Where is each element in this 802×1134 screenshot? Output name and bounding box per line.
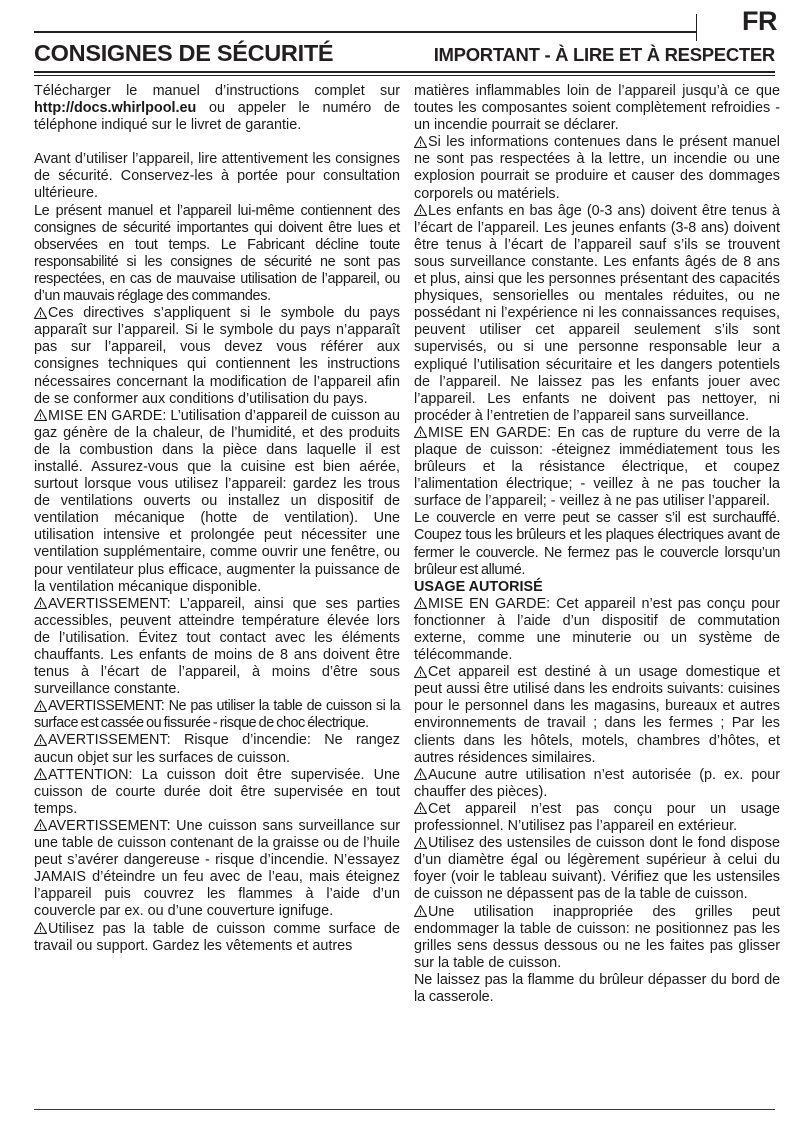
not-a-work-surface-text: Utilisez pas la table de cuisson comme surface de travail ou support. Gardez les vêtements et autres	[34, 920, 400, 954]
domestic-use-text: Cet appareil est destiné à un usage domestique et peut aussi être utilisé dans les endroits suivants: cuisines pour le personnel dans les magasins, bureaux et autres environnements de travail ; dans les fermes ; Par les clients dans les hôtels, motels, chambres d’hôtes, et autres résidences similaires.	[414, 664, 780, 766]
paragraph-spacer	[34, 134, 400, 151]
follow-information-text: Si les informations contenues dans le présent manuel ne sont pas respectées à la lettre, un incendie ou une explosion pourrait se produire et causer des dommages corporels ou matériels.	[414, 134, 780, 202]
paragraph-manual-contains-instructions: Le présent manuel et l’appareil lui-même contiennent des consignes de sécurité importantes qui doivent être lues et observées en tout temps. Le Fabricant décline toute responsabilité si les consignes de sécurité ne sont pas respectées, en cas de mauvaise utilisation de l’appareil, ou d’un mauvais réglage des commandes.	[34, 202, 400, 305]
warning-triangle-icon	[34, 597, 47, 609]
supervised-cooking-text: ATTENTION: La cuisson doit être supervisée. Une cuisson de courte durée doit être supervisée en tout temps.	[34, 766, 400, 817]
warning-triangle-icon	[34, 307, 47, 319]
page-title: CONSIGNES DE SÉCURITÉ	[34, 40, 334, 66]
warning-triangle-icon	[34, 819, 47, 831]
paragraph-gas-cooking-ventilation	[34, 408, 400, 596]
header-bottom-rule	[34, 71, 775, 76]
page-subtitle: IMPORTANT - À LIRE ET À RESPECTER	[433, 44, 775, 65]
paragraph-hot-surfaces	[34, 596, 400, 699]
warning-triangle-icon	[414, 666, 427, 678]
hot-surfaces-text: AVERTISSEMENT: L’appareil, ainsi que ses parties accessibles, peuvent atteindre température élevée lors de l’utilisation. Évitez tout contact avec les éléments chauffants. Les enfants de moins de 8 ans doivent être tenus à l’écart de l’appareil, à moins d’être sous surveillance constante.	[34, 595, 400, 698]
paragraph-children-safety	[414, 203, 780, 425]
section-heading-usage-autorise: USAGE AUTORISÉ	[414, 578, 543, 595]
paragraph-follow-information	[414, 134, 780, 202]
not-professional-text: Cet appareil n’est pas conçu pour un usage professionnel. N’utilisez pas l’appareil en extérieur.	[414, 800, 780, 835]
no-external-timer-text: MISE EN GARDE: Cet appareil n’est pas conçu pour fonctionner à l’aide d’un dispositif de commutation externe, comme une minuterie ou un système de télécommande.	[414, 595, 780, 664]
header-rule-end-tick	[696, 14, 697, 41]
docs-url[interactable]: http://docs.whirlpool.eu	[34, 100, 197, 117]
paragraph-cookware-diameter	[414, 835, 780, 903]
body-columns	[25, 83, 780, 1006]
cookware-diameter-text: Utilisez des ustensiles de cuisson dont le fond dispose d’un diamètre égal ou légèrement supérieur à celui du foyer (voir le tableau suivant). Vérifiez que les ustensiles de cuisson ne dépassent pas de la table de cuisson.	[414, 835, 780, 903]
paragraph-glass-lid: Le couvercle en verre peut se casser s’il est surchauffé. Coupez tous les brûleurs et les plaques électriques avant de fermer le couvercle. Ne fermez pas le couvercle lorsqu’un brûleur est allumé.	[414, 510, 780, 578]
paragraph-broken-glass	[414, 425, 780, 510]
page-header	[25, 0, 777, 76]
warning-triangle-icon	[414, 597, 427, 609]
paragraph-domestic-use	[414, 664, 780, 767]
warning-triangle-icon	[414, 905, 427, 917]
paragraph-not-a-work-surface	[34, 921, 400, 955]
warning-triangle-icon	[414, 768, 427, 780]
paragraph-read-before-use: Avant d’utiliser l’appareil, lire attentivement les consignes de sécurité. Conservez-les à portée pour consultation ultérieure.	[34, 151, 400, 202]
language-row	[25, 6, 777, 40]
paragraph-grates-misuse	[414, 904, 780, 972]
paragraph-flammable-materials-cont: matières inflammables loin de l’appareil jusqu’à ce que toutes les composantes soient complètement refroidies - un incendie pourrait se déclarer.	[414, 83, 780, 134]
warning-triangle-icon	[34, 922, 47, 934]
language-code: FR	[742, 6, 777, 36]
fire-risk-objects-text: AVERTISSEMENT: Risque d’incendie: Ne rangez aucun objet sur les surfaces de cuisson.	[34, 732, 400, 766]
warning-triangle-icon	[414, 426, 427, 438]
warning-triangle-icon	[414, 136, 427, 148]
cracked-surface-text: AVERTISSEMENT: Ne pas utiliser la table de cuisson si la surface est cassée ou fissurée - risque de choc électrique.	[34, 698, 400, 732]
paragraph-download-manual	[34, 83, 400, 134]
paragraph-not-professional	[414, 801, 780, 835]
warning-triangle-icon	[414, 802, 427, 814]
unattended-fat-oil-text: AVERTISSEMENT: Une cuisson sans surveillance sur une table de cuisson contenant de la graisse ou de l’huile peut s’avérer dangereuse - risque d’incendie. N’essayez JAMAIS d’éteindre un feu avec de l’eau, mais éteignez l’appareil puis couvrez les flammes à l’aide d’un couvercle par ex. ou d’une couverture ignifuge.	[34, 817, 400, 920]
paragraph-country-symbol	[34, 305, 400, 408]
footnote-burner-flame: Ne laissez pas la flamme du brûleur dépasser du bord de la casserole.	[414, 971, 780, 1005]
footer-rule	[34, 1109, 775, 1110]
right-column	[414, 83, 780, 1006]
paragraph-supervised-cooking	[34, 767, 400, 818]
paragraph-unattended-fat-oil	[34, 818, 400, 921]
children-safety-text: Les enfants en bas âge (0-3 ans) doivent être tenus à l’écart de l’appareil. Les jeunes enfants (3-8 ans) doivent être tenus à l’écart de l’appareil sauf s’ils se trouvent sous surveillance constante. Les enfants âgés de 8 ans et plus, ainsi que les personnes présentant des capacités physiques, sensorielles ou mentales réduites, ou ne possédant ni l’expérience ni les connaissances requises, peuvent utiliser cet appareil seulement s’ils sont supervisés, ou si une personne responsable leur a expliqué l’utilisation sécuritaire et les dangers potentiels de l’appareil. Ne laissez pas les enfants jouer avec l’appareil. Les enfants ne doivent pas nettoyer, ni procéder à l’entretien de l’appareil sans surveillance.	[414, 202, 780, 424]
download-manual-text-1: Télécharger le manuel d’instructions complet sur	[34, 83, 400, 99]
download-manual-text-2: ou appeler le numéro de téléphone indiqué sur le livret de garantie.	[34, 100, 400, 134]
gas-cooking-ventilation-text: MISE EN GARDE: L’utilisation d’appareil de cuisson au gaz génère de la chaleur, de l’humidité, et des produits de la combustion dans la pièce dans laquelle il est installé. Assurez-vous que la cuisine est bien aérée, surtout lorsque vous utilisez l’appareil: gardez les trous de ventilations ouverts ou installez un dispositif de ventilation mécanique (hotte de ventilation). Une utilisation intensive et prolongée peut nécessiter une ventilation supplémentaire, comme ouvrir une fenêtre, ou pour ventilateur plus efficace, augmenter la puissance de la ventilation mécanique disponible.	[34, 407, 400, 595]
paragraph-no-external-timer	[414, 596, 780, 664]
left-column	[34, 83, 400, 1006]
paragraph-cracked-surface	[34, 698, 400, 732]
warning-triangle-icon	[414, 837, 427, 849]
grates-misuse-text: Une utilisation inappropriée des grilles peut endommager la table de cuisson: ne positionnez pas les grilles sens dessus dessous ou ne les faites pas glisser sur la table de cuisson.	[414, 903, 780, 971]
warning-triangle-icon	[34, 734, 47, 746]
warning-triangle-icon	[34, 409, 47, 421]
warning-triangle-icon	[34, 700, 47, 712]
paragraph-fire-risk-objects	[34, 732, 400, 766]
no-other-use-text: Aucune autre utilisation n’est autorisée (p. ex. pour chauffer des pièces).	[414, 766, 780, 800]
broken-glass-text: MISE EN GARDE: En cas de rupture du verre de la plaque de cuisson: -éteignez immédiatement tous les brûleurs et la résistance électrique, et coupez l’alimentation électrique; - veillez à ne pas toucher la surface de l’appareil; - veillez à ne pas utiliser l’appareil.	[414, 424, 780, 510]
title-row	[25, 40, 777, 69]
paragraph-no-other-use	[414, 767, 780, 801]
header-top-rule	[34, 31, 697, 33]
country-symbol-text: Ces directives s’appliquent si le symbole du pays apparaît sur l’appareil. Si le symbole du pays n’apparaît pas sur l’appareil, vous devez vous référer aux consignes techniques qui contiennent les instructions nécessaires concernant la modification de l’appareil afin de se conformer aux conditions d’utilisation du pays.	[34, 305, 400, 407]
warning-triangle-icon	[34, 768, 47, 780]
warning-triangle-icon	[414, 204, 427, 216]
